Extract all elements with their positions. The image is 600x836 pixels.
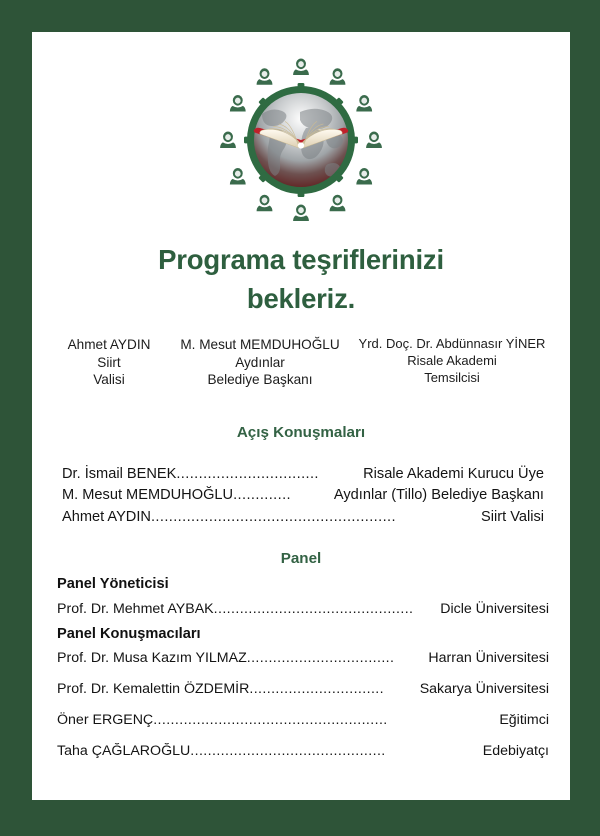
dignitary-title: Belediye Başkanı — [207, 372, 313, 388]
list-item — [62, 464, 544, 485]
panel-speakers-label: Panel Konuşmacıları — [57, 625, 201, 642]
dot-leader: ............. — [233, 487, 292, 504]
dignitaries-row — [46, 336, 556, 389]
logo-container — [32, 54, 570, 224]
speaker-name: M. Mesut MEMDUHOĞLU — [62, 487, 234, 504]
speaker-name: Öner ERGENÇ — [57, 712, 154, 729]
speaker-name: Prof. Dr. Musa Kazım YILMAZ — [57, 650, 247, 667]
page-title — [32, 240, 570, 318]
list-item — [57, 681, 549, 697]
opening-speeches-list — [62, 464, 544, 528]
dignitary-name: M. Mesut MEMDUHOĞLU — [180, 337, 340, 352]
list-item — [57, 601, 549, 617]
list-item — [57, 743, 549, 759]
dignitary-title: Valisi — [93, 372, 125, 388]
dot-leader: ............................... — [249, 681, 384, 698]
panel-moderator-label: Panel Yöneticisi — [57, 576, 169, 592]
dignitary-org: Risale Akademi — [407, 352, 497, 368]
dot-leader: ...................................................... — [153, 712, 388, 729]
speaker-name: Ahmet AYDIN — [62, 508, 151, 525]
speaker-affiliation: Edebiyatçı — [482, 743, 549, 760]
speaker-role: Risale Akademi Kurucu Üye — [363, 466, 544, 482]
dignitary-column-2 — [172, 336, 348, 389]
dignitary-column-3 — [348, 336, 556, 387]
list-item — [62, 507, 544, 528]
dignitary-column-1 — [46, 336, 172, 389]
list-item — [57, 712, 549, 728]
speaker-affiliation: Sakarya Üniversitesi — [419, 681, 549, 698]
dot-leader: .................................. — [246, 650, 395, 667]
section-heading-panel: Panel — [280, 550, 322, 567]
section-heading-opening-speeches: Açış Konuşmaları — [236, 424, 366, 441]
speaker-affiliation: Harran Üniversitesi — [428, 650, 549, 667]
dot-leader: .............................................. — [213, 600, 414, 617]
list-item — [62, 485, 544, 506]
list-item — [57, 650, 549, 666]
dot-leader: ....................................................... — [150, 508, 396, 525]
title-line-1: Programa teşriflerinizi — [158, 244, 444, 275]
speaker-role: Siirt Valisi — [481, 508, 544, 525]
dignitary-title: Temsilcisi — [424, 369, 480, 385]
speaker-name: Prof. Dr. Kemalettin ÖZDEMİR — [57, 681, 250, 698]
poster-page — [32, 32, 570, 800]
speaker-name: Taha ÇAĞLAROĞLU — [57, 743, 191, 760]
dignitary-org: Aydınlar — [235, 354, 285, 370]
dot-leader: ............................................. — [190, 743, 386, 760]
risale-akademi-globe-book-logo — [216, 56, 386, 222]
moderator-affiliation: Dicle Üniversitesi — [440, 600, 549, 617]
dignitary-org: Siirt — [97, 354, 121, 370]
dignitary-name: Yrd. Doç. Dr. Abdünnasır YİNER — [358, 336, 546, 351]
speaker-affiliation: Eğitimci — [499, 712, 549, 729]
title-line-2: bekleriz. — [246, 283, 356, 315]
panel-block — [57, 577, 549, 774]
dot-leader: ................................ — [176, 466, 319, 482]
dignitary-name: Ahmet AYDIN — [67, 337, 151, 352]
moderator-name: Prof. Dr. Mehmet AYBAK — [57, 600, 214, 617]
speaker-name: Dr. İsmail BENEK — [62, 466, 177, 482]
speaker-role: Aydınlar (Tillo) Belediye Başkanı — [333, 487, 544, 504]
